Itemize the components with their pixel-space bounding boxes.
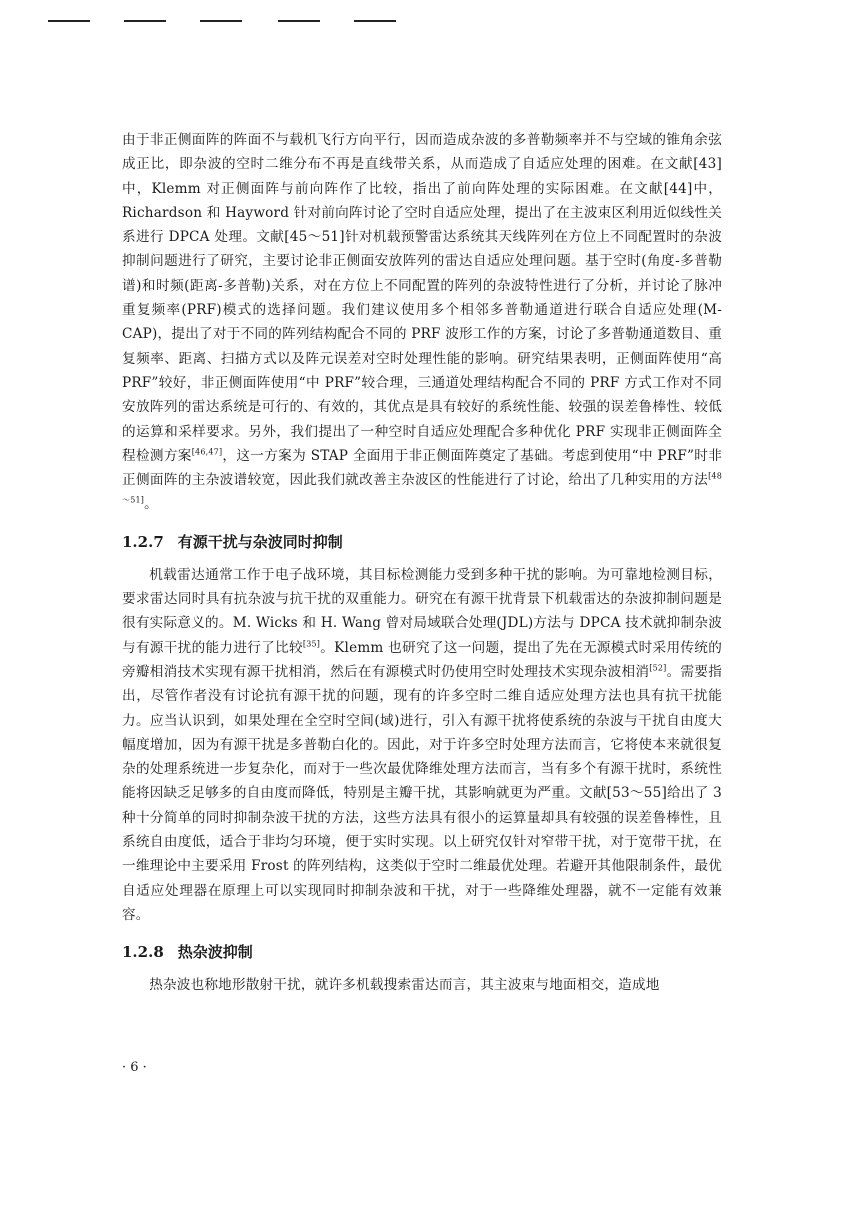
section-title: 热杂波抑制 (177, 943, 253, 962)
header-rule (124, 20, 166, 22)
citation: [46,47] (191, 447, 223, 457)
page-number: · 6 · (122, 1060, 147, 1075)
section-heading-1-2-7 (122, 531, 722, 553)
paragraph-text: 。需要指出，尽管作者没有讨论抗有源干扰的问题，现有的许多空时二维自适应处理方法也具有抗干扰能力。应当认识到，如果处理在全空时空间(域)进行，引入有源干扰将使系统的杂波与干扰自由度大幅度增加，因为有源干扰是多普勒白化的。因此，对于许多空时处理方法而言，它将使本来就很复杂的处理系统进一步复杂化，而对于一些次最优降维处理方法而言，当有多个有源干扰时，系统性能将因缺乏足够多的自由度而降低，特别是主瓣干扰，其影响就更为严重。文献[53～55]给出了 3 种十分简单的同时抑制杂波干扰的方法，这些方法具有很小的运算量却具有较强的误差鲁棒性，且系统自由度低，适合于非均匀环境，便于实时实现。以上研究仅针对窄带干扰，对于宽带干扰，在一维理论中主要采用 Frost 的阵列结构，这类似于空时二维最优处理。若避开其他限制条件，最优自适应处理器在原理上可以实现同时抑制杂波和干扰，对于一些降维处理器，就不一定能有效兼容。 (122, 663, 722, 923)
paragraph-text: 由于非正侧面阵的阵面不与载机飞行方向平行，因而造成杂波的多普勒频率并不与空域的锥角余弦成正比，即杂波的空时二维分布不再是直线带关系，从而造成了自适应处理的困难。在文献[43]中，Klemm 对正侧面阵与前向阵作了比较，指出了前向阵处理的实际困难。在文献[44]中，Richardson 和 Hayword 针对前向阵讨论了空时自适应处理，提出了在主波束区利用近似线性关系进行 DPCA 处理。文献[45～51]针对机载预警雷达系统其天线阵列在方位上不同配置时的杂波抑制问题进行了研究，主要讨论非正侧面安放阵列的雷达自适应处理问题。基于空时(角度-多普勒谱)和时频(距离-多普勒)关系，对在方位上不同配置的阵列的杂波特性进行了分析，并讨论了脉冲重复频率(PRF)模式的选择问题。我们建议使用多个相邻多普勒通道进行联合自适应处理(M-CAP)，提出了对于不同的阵列结构配合不同的 PRF 波形工作的方案，讨论了多普勒通道数目、重复频率、距离、扫描方式以及阵元误差对空时处理性能的影响。研究结果表明，正侧面阵使用“高 PRF”较好，非正侧面阵使用“中 PRF”较合理，三通道处理结构配合不同的 PRF 方式工作对不同安放阵列的雷达系统是可行的、有效的，其优点是具有较好的系统性能、较强的误差鲁棒性、较低的运算和采样要求。另外，我们提出了一种空时自适应处理配合多种优化 PRF 实现非正侧面阵全程检测方案 (122, 132, 722, 464)
section-heading-1-2-8 (122, 941, 722, 963)
paragraph-jamming-clutter (122, 563, 722, 927)
section-number: 1.2.8 (122, 943, 164, 962)
paragraph-hot-clutter: 热杂波也称地形散射干扰，就许多机载搜索雷达而言，其主波束与地面相交，造成地 (149, 977, 660, 994)
paragraph-text: 机载雷达通常工作于电子战环境，其目标检测能力受到多种干扰的影响。为可靠地检测目标，要求雷达同时具有抗杂波与抗干扰的双重能力。研究在有源干扰背景下机载雷达的杂波抑制问题是很有实际意义的。M. Wicks 和 H. Wang 曾对局域联合处理(JDL)方法与 DPCA 技术就抑制杂波与有源干扰的能力进行了比较 (122, 566, 722, 656)
section-title: 有源干扰与杂波同时抑制 (177, 532, 343, 551)
paragraph-text: 。 (144, 496, 158, 513)
citation: [48～51] (122, 471, 722, 505)
header-rule (200, 20, 242, 22)
citation: [52] (649, 663, 667, 673)
page-body (122, 128, 722, 998)
paragraph-text: ，这一方案为 STAP 全面用于非正侧面阵奠定了基础。考虑到使用“中 PRF”时非正侧面阵的主杂波谱较宽，因此我们就改善主杂波区的性能进行了讨论，给出了几种实用的方法 (122, 447, 722, 489)
header-rule (278, 20, 320, 22)
header-rule (354, 20, 396, 22)
paragraph-text: 。Klemm 也研究了这一问题，提出了先在无源模式时采用传统的旁瓣相消技术实现有源干扰相消，然后在有源模式时仍使用空时处理技术实现杂波相消 (122, 639, 722, 680)
header-rules (48, 20, 418, 26)
paragraph-nonside-looking-array (122, 128, 722, 517)
section-number: 1.2.7 (122, 532, 164, 551)
citation: [35] (302, 639, 321, 649)
header-rule (48, 20, 90, 22)
